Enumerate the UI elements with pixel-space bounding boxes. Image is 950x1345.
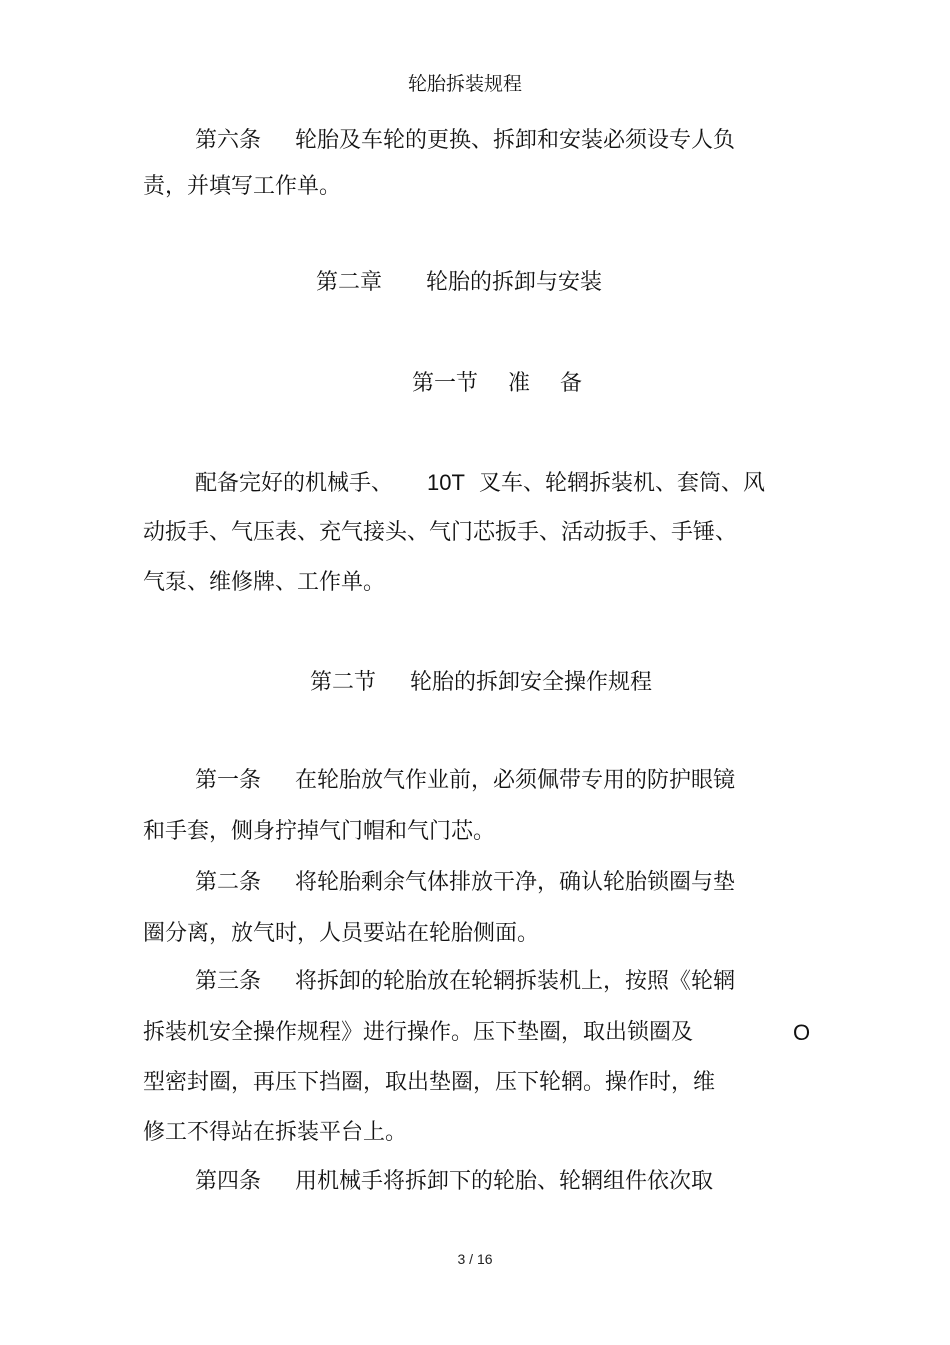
article-2-label: 第二条 [195, 870, 262, 895]
article-3-line-3: 型密封圈，再压下挡圈，取出垫圈，压下轮辋。操作时，维 [143, 1070, 716, 1095]
chapter-label: 第二章 [316, 270, 383, 295]
section-1-heading [412, 369, 582, 399]
article-1-line-1 [195, 766, 735, 796]
section-2-title: 轮胎的拆卸安全操作规程 [410, 670, 653, 695]
article-1-line-2: 和手套，侧身拧掉气门帽和气门芯。 [143, 819, 496, 844]
page-indicator: 3 / 16 [457, 1251, 493, 1267]
article-2-line-1 [195, 868, 735, 898]
article-6-line-1 [195, 126, 735, 156]
section-1-title-part-1: 准 [508, 371, 531, 396]
chapter-heading [316, 268, 602, 298]
section-1-label: 第一节 [412, 371, 479, 396]
chapter-title: 轮胎的拆卸与安装 [426, 270, 603, 295]
prep-line-1-b: 10T [427, 470, 465, 495]
running-header: 轮胎拆装规程 [408, 73, 523, 95]
section-1-title-part-2: 备 [560, 371, 583, 396]
article-1-label: 第一条 [195, 768, 262, 793]
section-2-heading [310, 668, 652, 698]
article-4-line-1 [195, 1167, 713, 1197]
article-3-line-2: 拆装机安全操作规程》进行操作。压下垫圈，取出锁圈及 [143, 1020, 694, 1045]
article-2-text: 将轮胎剩余气体排放干净，确认轮胎锁圈与垫 [295, 870, 736, 895]
prep-line-1 [195, 468, 765, 499]
prep-line-2: 动扳手、气压表、充气接头、气门芯扳手、活动扳手、手锤、 [143, 520, 738, 545]
article-3-text: 将拆卸的轮胎放在轮辋拆装机上，按照《轮辋 [295, 969, 736, 994]
article-6-text: 轮胎及车轮的更换、拆卸和安装必须设专人负 [295, 128, 736, 153]
article-2-line-2: 圈分离，放气时，人员要站在轮胎侧面。 [143, 921, 540, 946]
article-3-label: 第三条 [195, 969, 262, 994]
article-3-line-4: 修工不得站在拆装平台上。 [143, 1120, 408, 1145]
article-4-text: 用机械手将拆卸下的轮胎、轮辋组件依次取 [295, 1169, 714, 1194]
article-6-line-2: 责，并填写工作单。 [143, 174, 342, 199]
prep-line-1-a: 配备完好的机械手、 [195, 471, 394, 496]
article-6-label: 第六条 [195, 128, 262, 153]
section-2-label: 第二节 [310, 670, 377, 695]
article-3-line-2-o-mark: O [793, 1020, 811, 1045]
article-3-line-1 [195, 967, 735, 997]
prep-line-1-c: 叉车、轮辋拆装机、套筒、风 [478, 471, 765, 496]
prep-line-3: 气泵、维修牌、工作单。 [143, 570, 386, 595]
article-4-label: 第四条 [195, 1169, 262, 1194]
article-1-text: 在轮胎放气作业前，必须佩带专用的防护眼镜 [295, 768, 736, 793]
